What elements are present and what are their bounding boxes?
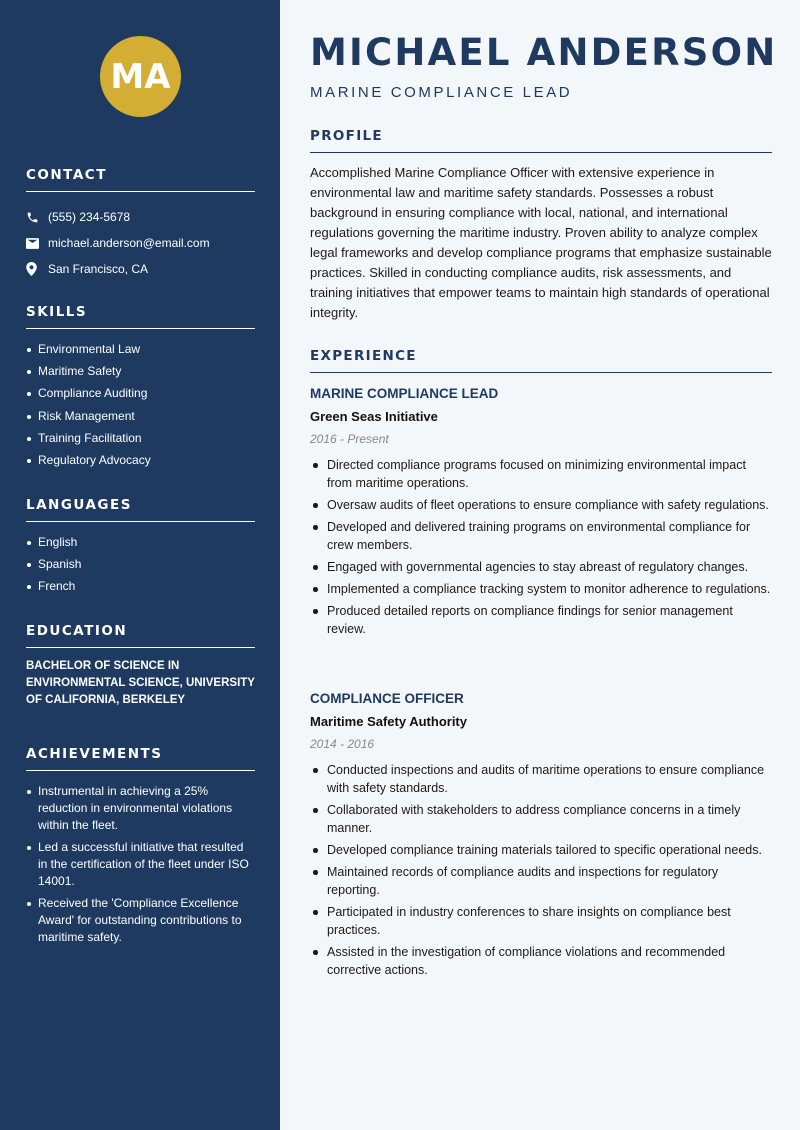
job-bullet: Maintained records of compliance audits and inspections for regulatory reporting. — [310, 863, 772, 899]
skill-item: Regulatory Advocacy — [26, 452, 255, 469]
candidate-title: MARINE COMPLIANCE LEAD — [310, 84, 573, 101]
contact-location — [26, 256, 255, 282]
languages-section — [26, 497, 255, 601]
profile-section — [310, 128, 772, 323]
job-company: Green Seas Initiative — [310, 409, 438, 424]
profile-text: Accomplished Marine Compliance Officer with extensive experience in environmental law and maritime safety standards. Possesses a robust background in ensuring compliance with local, national, and international regulations governing the maritime industry. Proven ability to analyze complex legal frameworks and develop compliance programs that emphasize sustainable practices. Skilled in conducting compliance audits, risk assessments, and training initiatives that empower teams to maintain high standards of operational integrity. — [310, 165, 772, 320]
job-bullet: Participated in industry conferences to share insights on compliance best practices. — [310, 903, 772, 939]
contact-section — [26, 167, 255, 282]
achievements-list — [26, 783, 255, 946]
skills-heading: SKILLS — [26, 304, 255, 329]
skill-item: Environmental Law — [26, 341, 255, 358]
achievements-heading: ACHIEVEMENTS — [26, 746, 255, 771]
contact-heading: CONTACT — [26, 167, 255, 192]
job-bullet: Developed compliance training materials tailored to specific operational needs. — [310, 841, 772, 859]
language-item: Spanish — [26, 556, 255, 573]
job-bullet: Engaged with governmental agencies to stay abreast of regulatory changes. — [310, 558, 772, 576]
avatar-initials: MA — [110, 56, 171, 97]
contact-list — [26, 204, 255, 282]
job-bullet: Produced detailed reports on compliance findings for senior management review. — [310, 602, 772, 638]
language-item: English — [26, 534, 255, 551]
contact-email — [26, 230, 255, 256]
job-bullet: Developed and delivered training programs on environmental compliance for crew members. — [310, 518, 772, 554]
location-pin-icon — [26, 262, 48, 276]
experience-heading: EXPERIENCE — [310, 348, 772, 373]
contact-location-text: San Francisco, CA — [48, 262, 149, 276]
languages-list — [26, 534, 255, 595]
email-icon — [26, 238, 48, 249]
language-item: French — [26, 578, 255, 595]
job-bullet: Assisted in the investigation of compliance violations and recommended corrective actions. — [310, 943, 772, 979]
achievements-section — [26, 746, 255, 951]
contact-phone — [26, 204, 255, 230]
job-entry — [310, 386, 772, 642]
avatar — [100, 36, 181, 117]
skill-item: Compliance Auditing — [26, 385, 255, 402]
phone-icon — [26, 211, 48, 224]
achievement-item: Led a successful initiative that resulted in the certification of the fleet under ISO 14001. — [26, 839, 255, 890]
skill-item: Maritime Safety — [26, 363, 255, 380]
education-section — [26, 623, 255, 709]
job-company: Maritime Safety Authority — [310, 714, 467, 729]
languages-heading: LANGUAGES — [26, 497, 255, 522]
education-heading: EDUCATION — [26, 623, 255, 648]
skill-item: Risk Management — [26, 408, 255, 425]
skills-section — [26, 304, 255, 474]
job-dates: 2014 - 2016 — [310, 737, 375, 751]
contact-phone-text: (555) 234-5678 — [48, 210, 131, 224]
job-bullet: Directed compliance programs focused on minimizing environmental impact from maritime operations. — [310, 456, 772, 492]
experience-section — [310, 348, 772, 373]
sidebar — [0, 0, 280, 1130]
job-title: COMPLIANCE OFFICER — [310, 691, 464, 706]
skills-list — [26, 341, 255, 469]
job-bullet: Implemented a compliance tracking system to monitor adherence to regulations. — [310, 580, 772, 598]
profile-heading: PROFILE — [310, 128, 772, 153]
job-title: MARINE COMPLIANCE LEAD — [310, 386, 499, 401]
job-entry — [310, 691, 772, 983]
job-dates: 2016 - Present — [310, 432, 389, 446]
job-bullets — [310, 761, 772, 979]
candidate-name: MICHAEL ANDERSON — [310, 31, 778, 74]
achievement-item: Received the 'Compliance Excellence Award' for outstanding contributions to maritime safety. — [26, 895, 255, 946]
skill-item: Training Facilitation — [26, 430, 255, 447]
achievement-item: Instrumental in achieving a 25% reduction in environmental violations within the fleet. — [26, 783, 255, 834]
job-bullet: Conducted inspections and audits of maritime operations to ensure compliance with safety standards. — [310, 761, 772, 797]
contact-email-text: michael.anderson@email.com — [48, 236, 210, 250]
job-bullet: Collaborated with stakeholders to address compliance concerns in a timely manner. — [310, 801, 772, 837]
education-degree: BACHELOR OF SCIENCE IN ENVIRONMENTAL SCIENCE, UNIVERSITY OF CALIFORNIA, BERKELEY — [26, 660, 255, 706]
job-bullets — [310, 456, 772, 638]
job-bullet: Oversaw audits of fleet operations to ensure compliance with safety regulations. — [310, 496, 772, 514]
